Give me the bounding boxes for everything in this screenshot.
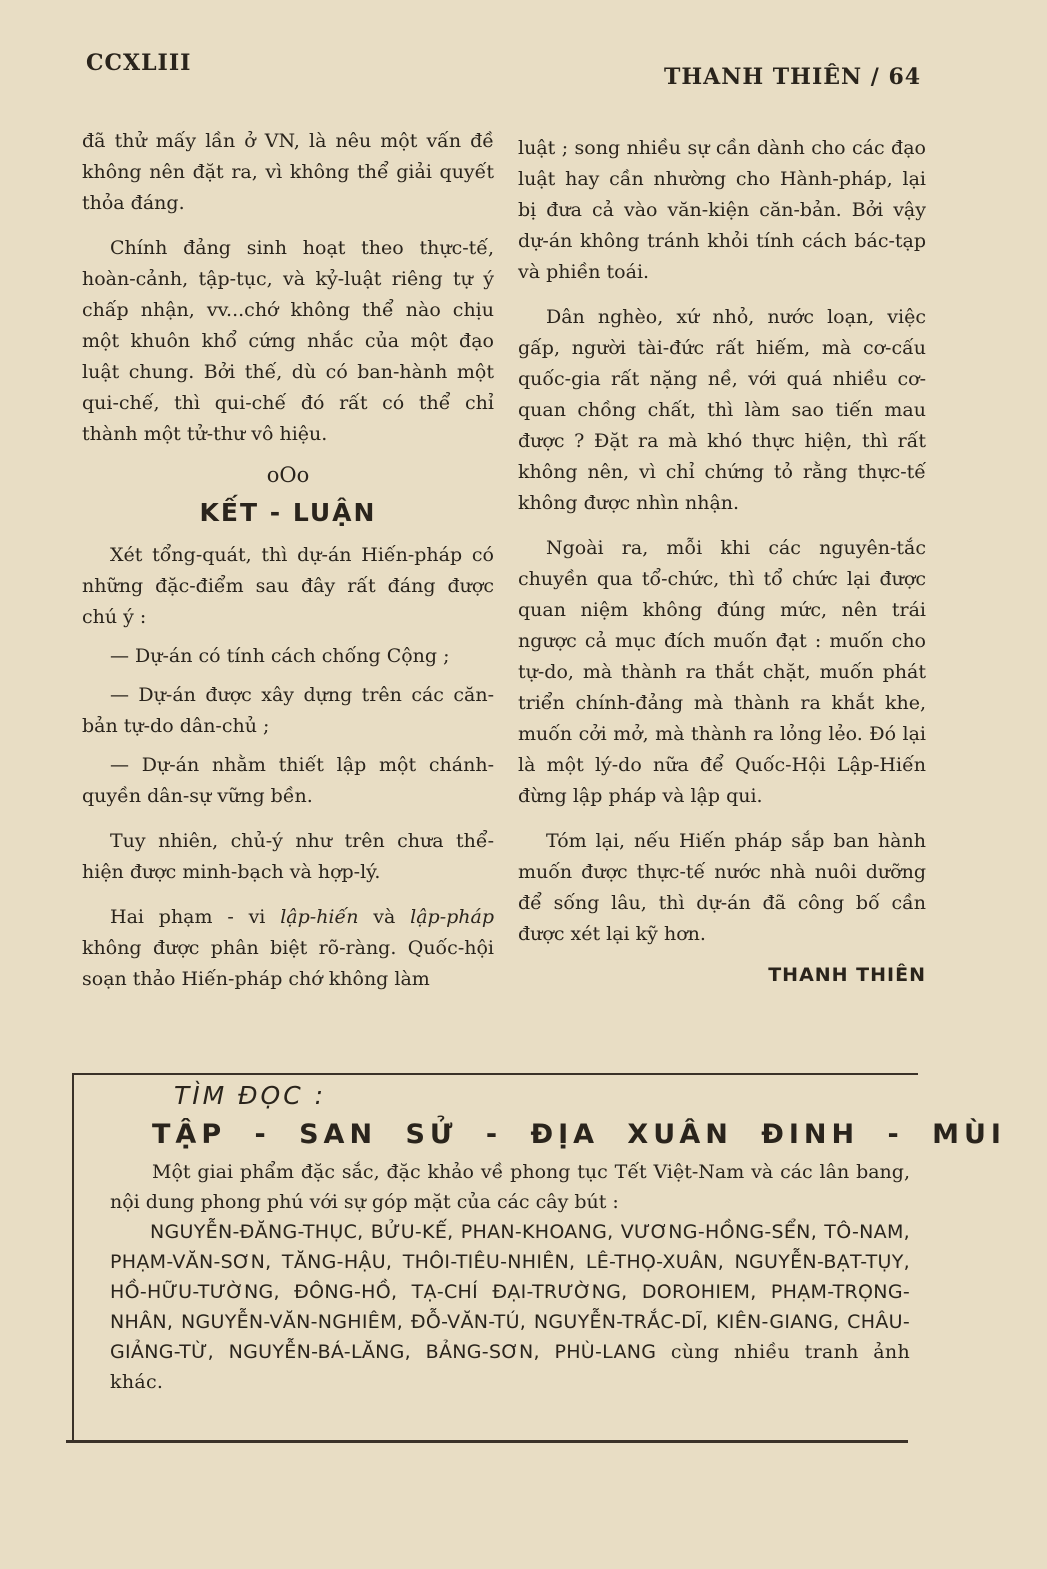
left-column [82,126,494,995]
ad-heading: TÌM ĐỌC : [174,1081,327,1110]
text-run: Hai phạm - vi [110,906,281,928]
italic-term: lập-pháp [410,906,495,928]
divider-top [72,1073,918,1075]
paragraph: Chính đảng sinh hoạt theo thực-tế, hoàn-cảnh, tập-tục, và kỷ-luật riêng tự ý chấp nhận, vv...chớ không thể nào chịu một khuôn khổ cứng nhắc của một đạo luật chung. Bởi thế, dù có ban-hành một qui-chế, thì qui-chế đó rất có thể chỉ thành một tử-thư vô hiệu. [82,237,494,445]
right-column [518,133,926,991]
paragraph: Ngoài ra, mỗi khi các nguyên-tắc chuyền qua tổ-chức, thì tổ chức lại được quan niệm không đúng mức, nên trái ngược cả mục đích muốn đạt : muốn cho tự-do, mà thành ra thắt chặt, muốn phát triển chính-đảng mà thành ra khắt khe, muốn cởi mở, mà thành ra lỏng lẻo. Đó lại là một lý-do nữa để Quốc-Hội Lập-Hiến đừng lập pháp và lập qui. [518,537,926,807]
bullet-item: — Dự-án có tính cách chống Cộng ; [110,645,450,667]
paragraph: Dân nghèo, xứ nhỏ, nước loạn, việc gấp, người tài-đức rất hiếm, mà cơ-cấu quốc-gia rất nặng nề, với quá nhiều cơ-quan chồng chất, thì làm sao tiến mau được ? Đặt ra mà khó thực hiện, thì rất không nên, vì chỉ chứng tỏ rằng thực-tế không được nhìn nhận. [518,306,926,514]
author-signature: THANH THIÊN [768,964,926,986]
ad-closing: cùng nhiều tranh ảnh khác. [110,1341,910,1393]
italic-term: lập-hiến [280,906,359,928]
contributor-list: NGUYỄN-ĐĂNG-THỤC, BỬU-KẾ, PHAN-KHOANG, VƯƠNG-HỒNG-SỂN, TÔ-NAM, PHẠM-VĂN-SƠN, TĂNG-HẬU, THÔI-TIÊU-NHIÊN, LÊ-THỌ-XUÂN, NGUYỄN-BẠT-TỤY, HỒ-HỮU-TƯỜNG, ĐÔNG-HỒ, TẠ-CHÍ ĐẠI-TRƯỜNG, DOROHIEM, PHẠM-TRỌNG-NHÂN, NGUYỄN-VĂN-NGHIÊM, ĐỖ-VĂN-TÚ, NGUYỄN-TRẮC-DĨ, KIÊN-GIANG, CHÂU-GIẢNG-TỪ, NGUYỄN-BÁ-LĂNG, BẢNG-SƠN, PHÙ-LANG [110,1221,910,1363]
section-separator: oOo [266,463,310,487]
issue-number: CCXLIII [86,50,192,76]
paragraph: đã thử mấy lần ở VN, là nêu một vấn đề không nên đặt ra, vì không thể giải quyết thỏa đáng. [82,130,494,214]
ad-body [110,1157,910,1397]
ad-description: Một giai phẩm đặc sắc, đặc khảo về phong tục Tết Việt-Nam và các lân bang, nội dung phong phú với sự góp mặt của các cây bút : [110,1161,910,1213]
divider-bottom [66,1440,908,1443]
text-run: và [358,906,411,928]
paragraph [82,902,494,995]
paragraph: Tuy nhiên, chủ-ý như trên chưa thể-hiện được minh-bạch và hợp-lý. [82,830,494,883]
bullet-item: — Dự-án được xây dựng trên các căn-bản tự-do dân-chủ ; [82,684,494,737]
paragraph: Xét tổng-quát, thì dự-án Hiến-pháp có những đặc-điểm sau đây rất đáng được chú ý : [82,544,494,628]
ad-title: TẬP - SAN SỬ - ĐỊA XUÂN ĐINH - MÙI [152,1119,1006,1150]
paragraph: luật ; song nhiều sự cần dành cho các đạo luật hay cần nhường cho Hành-pháp, lại bị đưa cả vào văn-kiện căn-bản. Bởi vậy dự-án không tránh khỏi tính cách bác-tạp và phiền toái. [518,137,926,283]
bullet-item: — Dự-án nhằm thiết lập một chánh-quyền dân-sự vững bền. [82,754,494,807]
advertisement-box [70,1077,1006,1437]
paragraph: Tóm lại, nếu Hiến pháp sắp ban hành muốn được thực-tế nước nhà nuôi dưỡng để sống lâu, thì dự-án đã công bố cần được xét lại kỹ hơn. [518,830,926,945]
section-title: KẾT - LUẬN [199,498,377,527]
running-header: THANH THIÊN / 64 [664,64,922,90]
ad-contributors [110,1217,910,1397]
text-run: không được phân biệt rõ-ràng. Quốc-hội soạn thảo Hiến-pháp chớ không làm [82,937,494,990]
